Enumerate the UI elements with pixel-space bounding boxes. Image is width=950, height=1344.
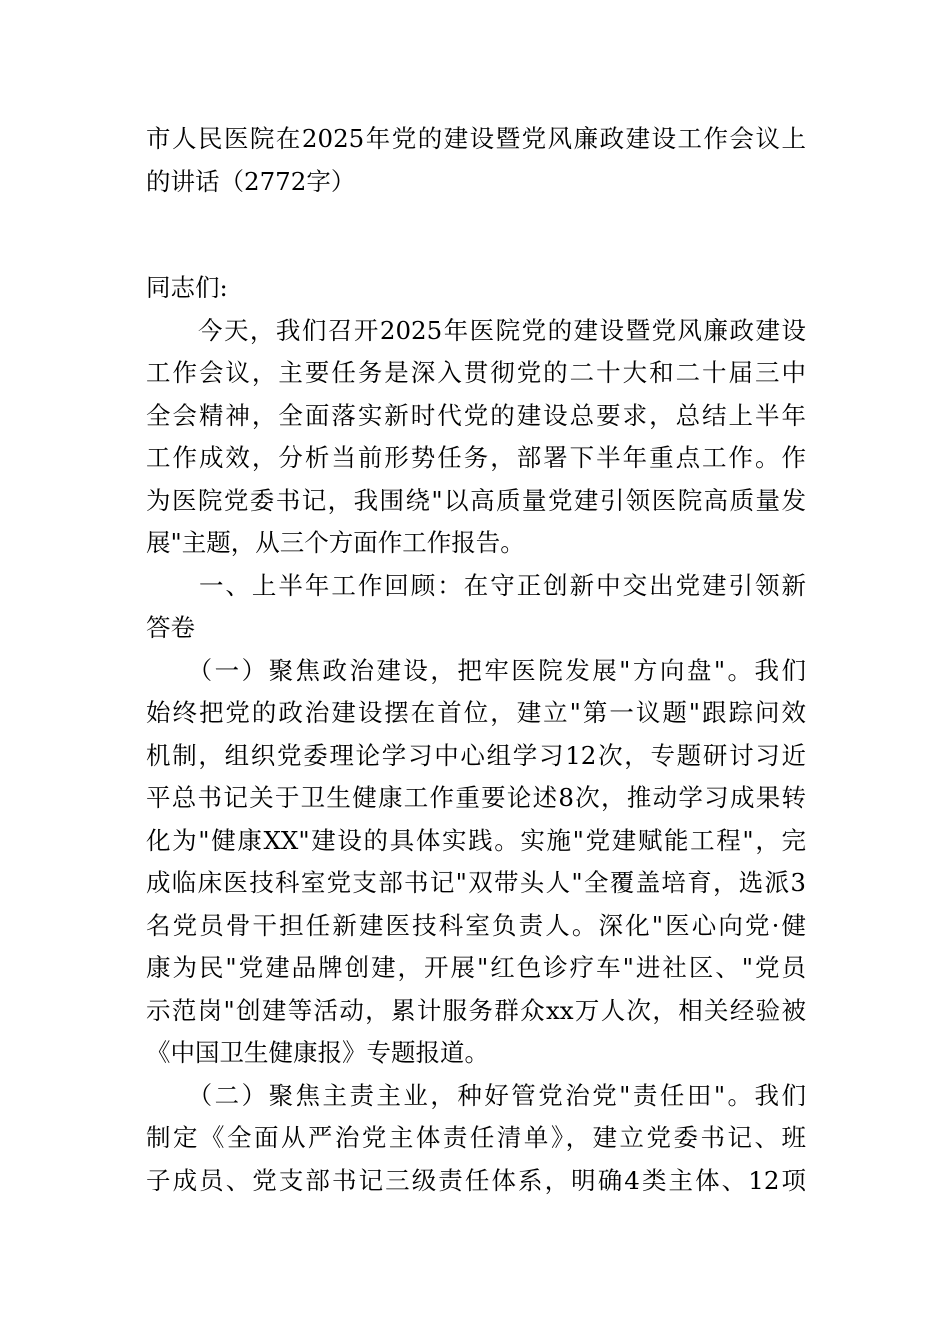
body-line: （二）聚焦主责主业，种好管党治党"责任田"。我们 bbox=[146, 1080, 806, 1110]
body-line: 康为民"党建品牌创建，开展"红色诊疗车"进社区、"党员 bbox=[146, 953, 806, 982]
salutation: 同志们: bbox=[146, 273, 228, 302]
body-line: 全会精神，全面落实新时代党的建设总要求，总结上半年 bbox=[146, 400, 806, 430]
body-line: 成临床医技科室党支部书记"双带头人"全覆盖培育，选派3 bbox=[146, 868, 806, 897]
body-line: 名党员骨干担任新建医技科室负责人。深化"医心向党·健 bbox=[146, 910, 806, 940]
spacer bbox=[146, 203, 806, 267]
title-line: 市人民医院在2025年党的建设暨党风廉政建设工作会议上 bbox=[146, 124, 806, 153]
document-page bbox=[146, 118, 806, 1202]
body-line: （一）聚焦政治建设，把牢医院发展"方向盘"。我们 bbox=[146, 655, 806, 685]
section-heading: 答卷 bbox=[146, 613, 195, 642]
document-title bbox=[146, 118, 806, 203]
body-line: 平总书记关于卫生健康工作重要论述8次，推动学习成果转 bbox=[146, 783, 806, 812]
body-line: 《中国卫生健康报》专题报道。 bbox=[146, 1038, 489, 1067]
title-line: 的讲话（2772字） bbox=[146, 166, 356, 196]
body-line: 始终把党的政治建设摆在首位，建立"第一议题"跟踪问效 bbox=[146, 698, 806, 727]
section-heading: 一、上半年工作回顾：在守正创新中交出党建引领新 bbox=[146, 570, 806, 600]
body-line: 示范岗"创建等活动，累计服务群众xx万人次，相关经验被 bbox=[146, 995, 806, 1025]
body-line: 工作会议，主要任务是深入贯彻党的二十大和二十届三中 bbox=[146, 358, 806, 387]
body-line: 子成员、党支部书记三级责任体系，明确4类主体、12项 bbox=[146, 1165, 806, 1195]
body-line: 展"主题，从三个方面作工作报告。 bbox=[146, 528, 525, 557]
body-line: 化为"健康XX"建设的具体实践。实施"党建赋能工程"，完 bbox=[146, 825, 806, 855]
body-line: 为医院党委书记，我围绕"以高质量党建引领医院高质量发 bbox=[146, 485, 806, 515]
body-line: 制定《全面从严治党主体责任清单》，建立党委书记、班 bbox=[146, 1123, 806, 1152]
body-line: 工作成效，分析当前形势任务，部署下半年重点工作。作 bbox=[146, 443, 806, 472]
body-line: 今天，我们召开2025年医院党的建设暨党风廉政建设 bbox=[146, 315, 806, 345]
body-line: 机制，组织党委理论学习中心组学习12次，专题研讨习近 bbox=[146, 740, 806, 770]
document-body bbox=[146, 310, 806, 1203]
